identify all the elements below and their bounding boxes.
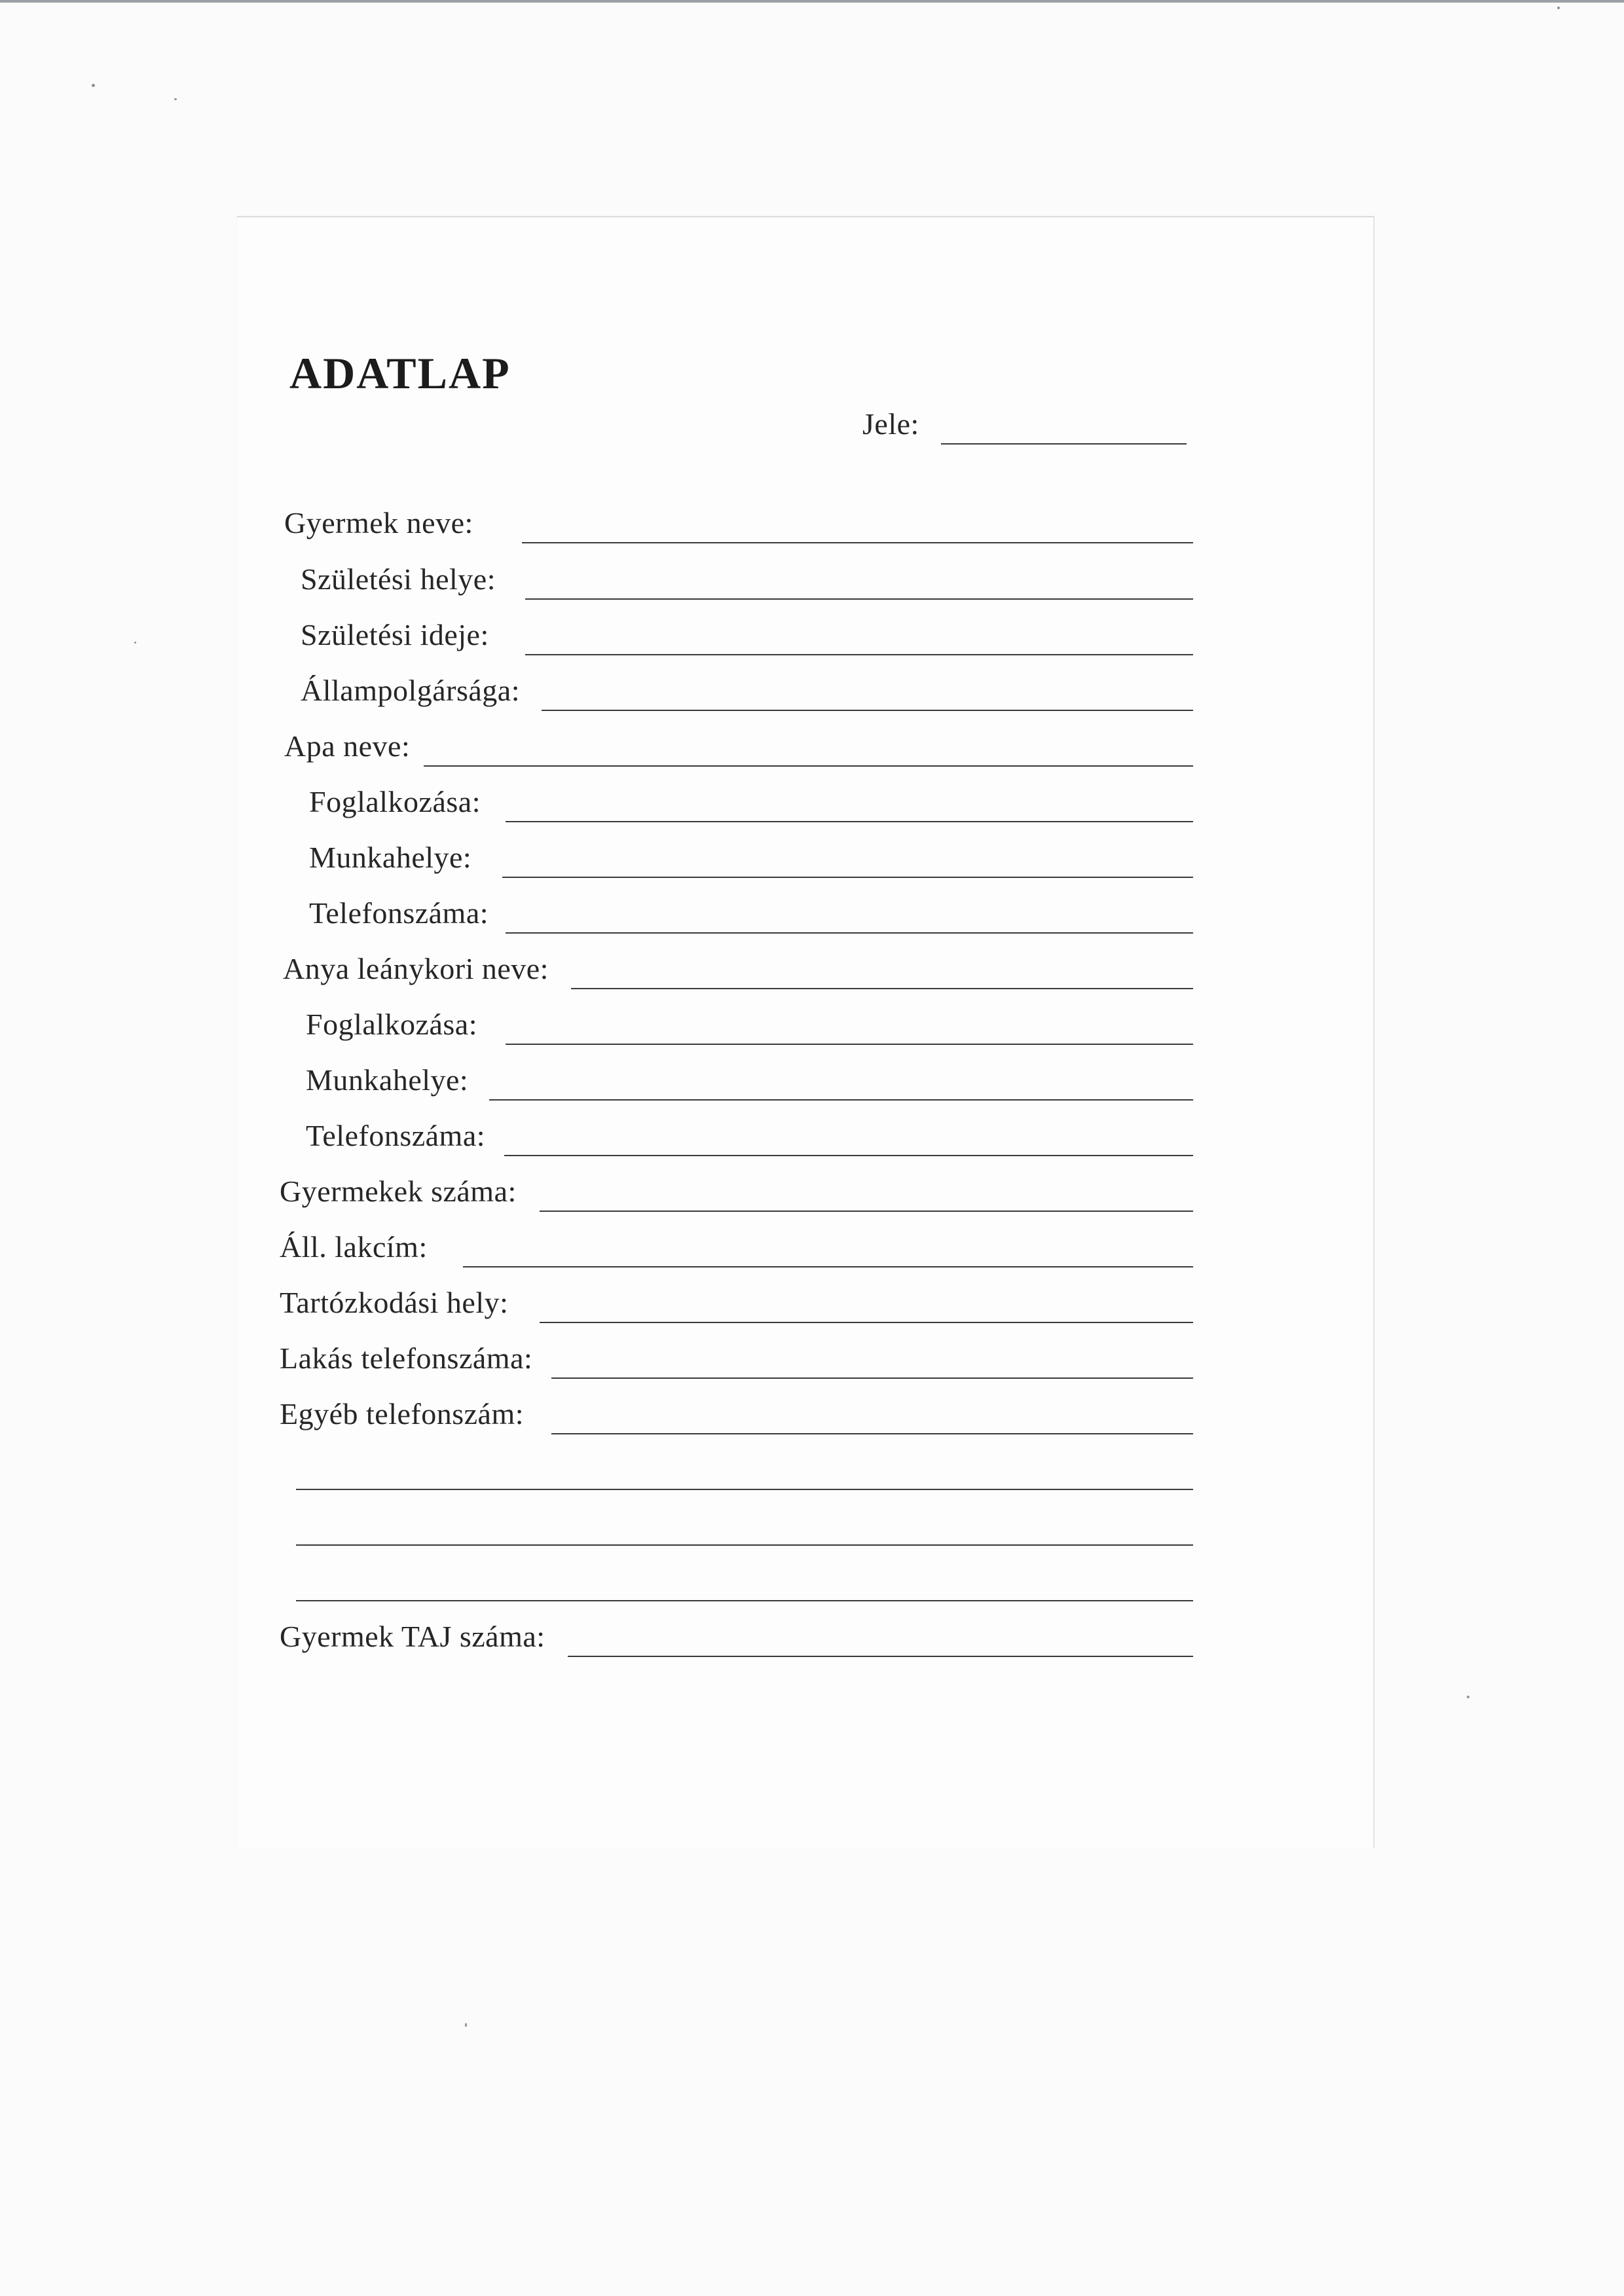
form-field[interactable] [237,1065,1373,1111]
form-field[interactable] [237,1288,1373,1334]
field-underline[interactable] [522,542,1193,543]
scan-speck [1557,7,1560,9]
field-label: Gyermek TAJ száma: [280,1620,545,1653]
field-label: Foglalkozása: [306,1008,477,1041]
field-underline[interactable] [506,932,1193,934]
field-underline[interactable] [489,1099,1193,1101]
field-underline[interactable] [551,1377,1193,1379]
field-label: Állampolgársága: [301,674,521,707]
field-label: Telefonszáma: [309,896,489,930]
field-label: Munkahelye: [309,841,472,874]
form-field[interactable] [237,898,1373,944]
form-field[interactable] [237,1455,1373,1501]
form-field[interactable] [237,508,1373,554]
field-label: Anya leánykori neve: [283,952,549,985]
field-label: Apa neve: [284,729,411,763]
field-label: Gyermek neve: [284,506,473,539]
scan-speck [134,642,136,644]
scan-top-edge [0,0,1624,3]
form-field[interactable] [237,1010,1373,1055]
field-underline[interactable] [540,1211,1193,1212]
field-label: Áll. lakcím: [280,1230,428,1264]
form-title: ADATLAP [289,348,511,398]
field-underline[interactable] [540,1322,1193,1323]
field-label: Gyermekek száma: [280,1175,517,1208]
form-field[interactable] [237,1622,1373,1667]
scan-speck [174,98,177,100]
field-underline[interactable] [542,710,1193,711]
field-label: Telefonszáma: [306,1119,486,1152]
form-field[interactable] [237,731,1373,777]
field-underline[interactable] [525,654,1193,655]
field-underline[interactable] [551,1433,1193,1434]
form-field[interactable] [237,1176,1373,1222]
field-underline[interactable] [525,598,1193,600]
field-underline[interactable] [504,1155,1193,1156]
form-field[interactable] [237,1121,1373,1167]
field-label: Foglalkozása: [309,785,481,818]
field-underline[interactable] [296,1489,1193,1490]
form-field[interactable] [237,954,1373,1000]
form-field[interactable] [237,676,1373,721]
form-field[interactable] [237,1566,1373,1612]
field-underline[interactable] [424,765,1193,767]
field-label: Születési ideje: [301,618,489,651]
field-underline[interactable] [296,1544,1193,1546]
jele-underline[interactable] [941,443,1187,445]
form-field[interactable] [237,620,1373,666]
form-field[interactable] [237,1232,1373,1278]
field-label: Születési helye: [301,562,496,596]
jele-label: Jele: [862,407,919,441]
field-underline[interactable] [463,1266,1193,1267]
field-underline[interactable] [506,1044,1193,1045]
scan-speck [92,84,95,87]
field-underline[interactable] [502,877,1193,878]
scan-speck [1467,1696,1469,1698]
field-label: Egyéb telefonszám: [280,1397,525,1430]
form-field[interactable] [237,1399,1373,1445]
field-label: Tartózkodási hely: [280,1286,509,1319]
form-field[interactable] [237,843,1373,888]
jele-field[interactable] [862,409,1426,455]
field-label: Munkahelye: [306,1063,469,1097]
form-sheet [237,216,1375,1848]
form-field[interactable] [237,1510,1373,1556]
field-underline[interactable] [296,1600,1193,1601]
form-field[interactable] [237,564,1373,610]
field-underline[interactable] [571,988,1193,989]
form-field[interactable] [237,1343,1373,1389]
field-label: Lakás telefonszáma: [280,1341,533,1375]
scan-speck [465,2023,467,2027]
form-field[interactable] [237,787,1373,833]
field-underline[interactable] [506,821,1193,822]
field-underline[interactable] [568,1656,1193,1657]
